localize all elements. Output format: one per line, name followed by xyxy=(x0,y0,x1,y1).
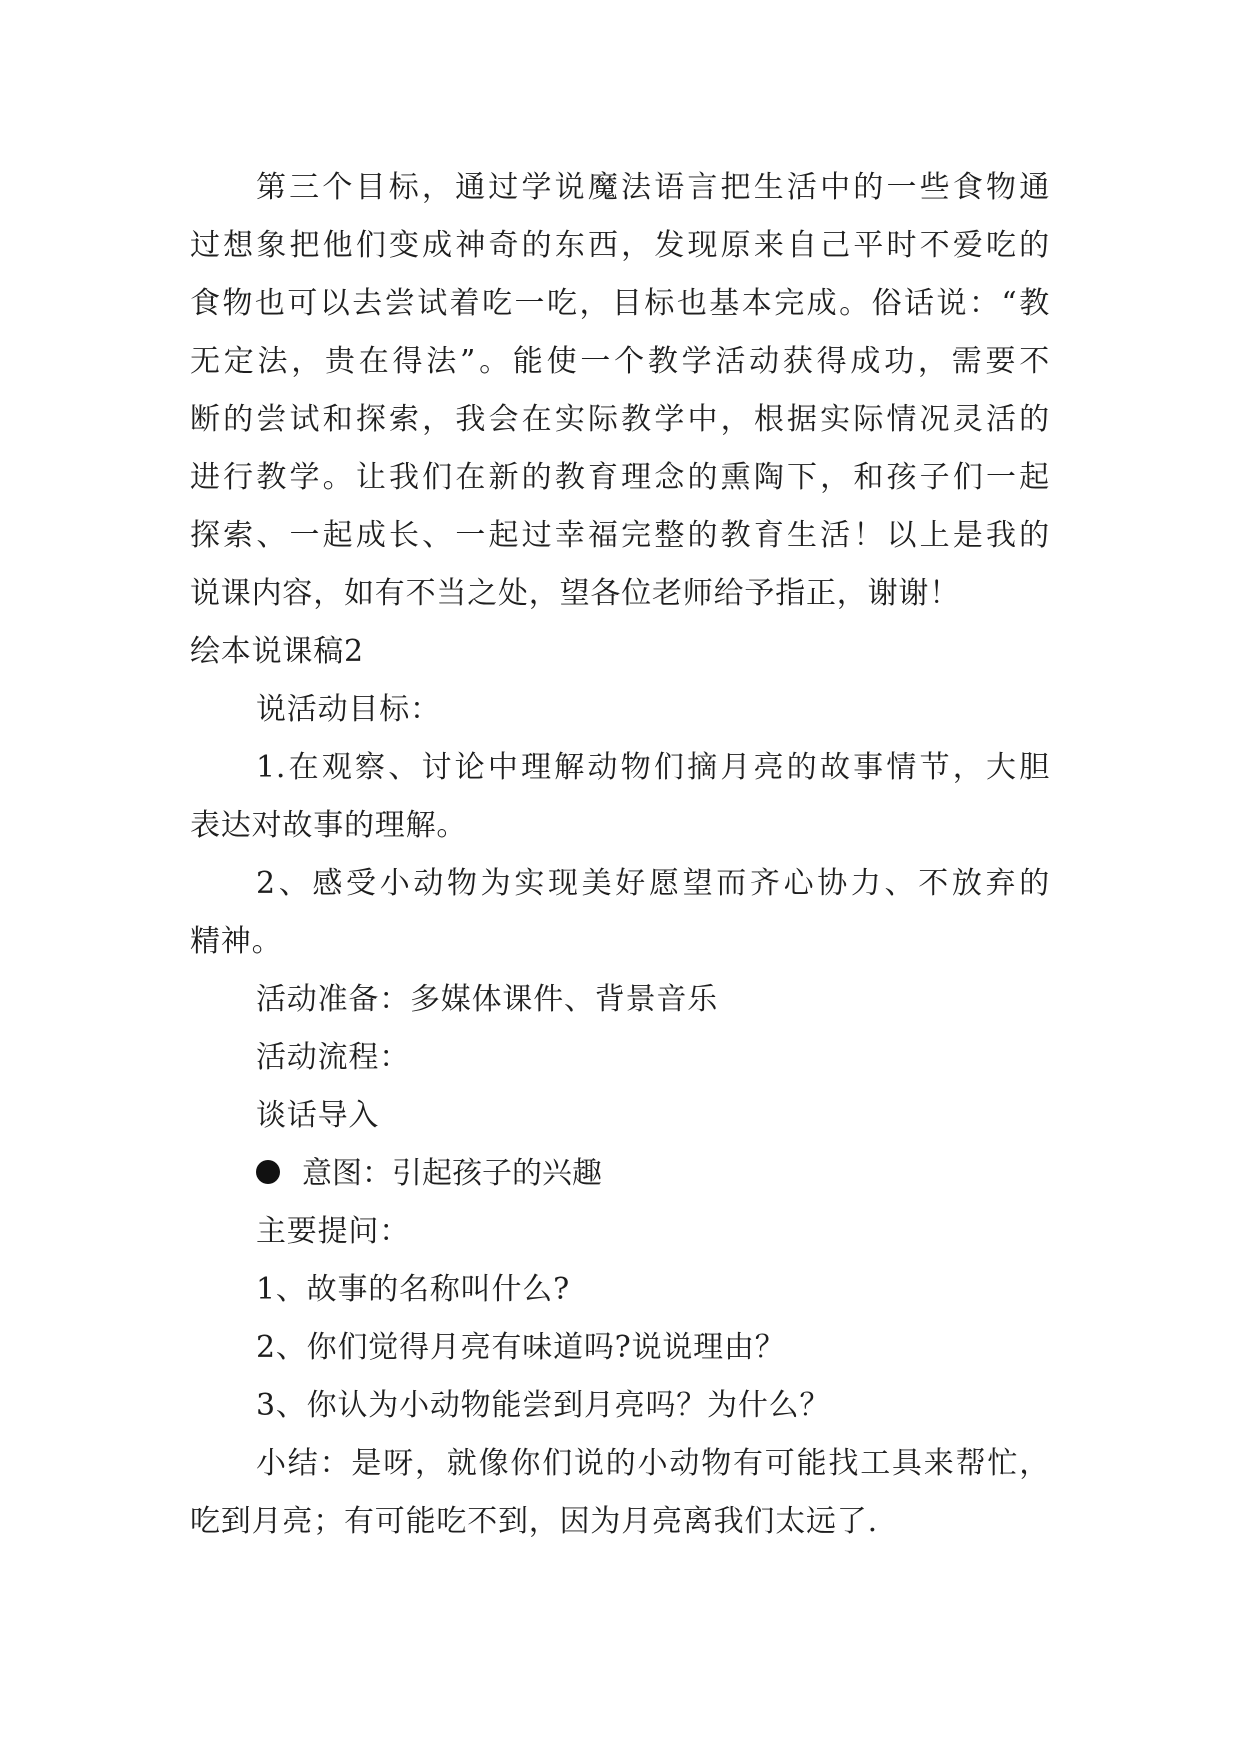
question-2: 2、你们觉得月亮有味道吗?说说理由？ xyxy=(256,1330,786,1365)
goal-1-line-2: 表达对故事的理解。 xyxy=(190,808,468,843)
paragraph-1-line-4: 无定法，贵在得法”。能使一个教学活动获得成功，需要不 xyxy=(190,344,1050,379)
paragraph-1-line-3: 食物也可以去尝试着吃一吃，目标也基本完成。俗话说：“教 xyxy=(190,286,1050,321)
paragraph-1-line-6: 进行教学。让我们在新的教育理念的熏陶下，和孩子们一起 xyxy=(190,460,1050,495)
goal-2-line-2: 精神。 xyxy=(190,924,283,959)
intro-heading: 谈话导入 xyxy=(256,1098,380,1133)
paragraph-1-line-8: 说课内容，如有不当之处，望各位老师给予指正，谢谢！ xyxy=(190,576,960,611)
goal-1-line-1: 1.在观察、讨论中理解动物们摘月亮的故事情节，大胆 xyxy=(256,750,1050,785)
question-1: 1、故事的名称叫什么? xyxy=(256,1272,570,1307)
paragraph-1-line-5: 断的尝试和探索，我会在实际教学中，根据实际情况灵活的 xyxy=(190,402,1050,437)
section-title: 绘本说课稿2 xyxy=(190,634,364,669)
summary-line-1: 小结：是呀，就像你们说的小动物有可能找工具来帮忙， xyxy=(256,1446,1050,1481)
question-3: 3、你认为小动物能尝到月亮吗？为什么？ xyxy=(256,1388,831,1423)
intent-bullet-item xyxy=(256,1153,602,1195)
bullet-dot-icon xyxy=(256,1160,280,1184)
intent-text: 意图：引起孩子的兴趣 xyxy=(302,1156,602,1191)
activity-preparation: 活动准备：多媒体课件、背景音乐 xyxy=(256,982,718,1017)
paragraph-1-line-7: 探索、一起成长、一起过幸福完整的教育生活！以上是我的 xyxy=(190,518,1050,553)
summary-line-2: 吃到月亮；有可能吃不到，因为月亮离我们太远了. xyxy=(190,1504,878,1539)
goal-2-line-1: 2、感受小动物为实现美好愿望而齐心协力、不放弃的 xyxy=(256,866,1050,901)
activity-goals-heading: 说活动目标： xyxy=(256,692,441,727)
activity-process-heading: 活动流程： xyxy=(256,1040,410,1075)
paragraph-1-line-1: 第三个目标，通过学说魔法语言把生活中的一些食物通 xyxy=(256,170,1050,205)
main-questions-heading: 主要提问： xyxy=(256,1214,410,1249)
paragraph-1-line-2: 过想象把他们变成神奇的东西，发现原来自己平时不爱吃的 xyxy=(190,228,1050,263)
